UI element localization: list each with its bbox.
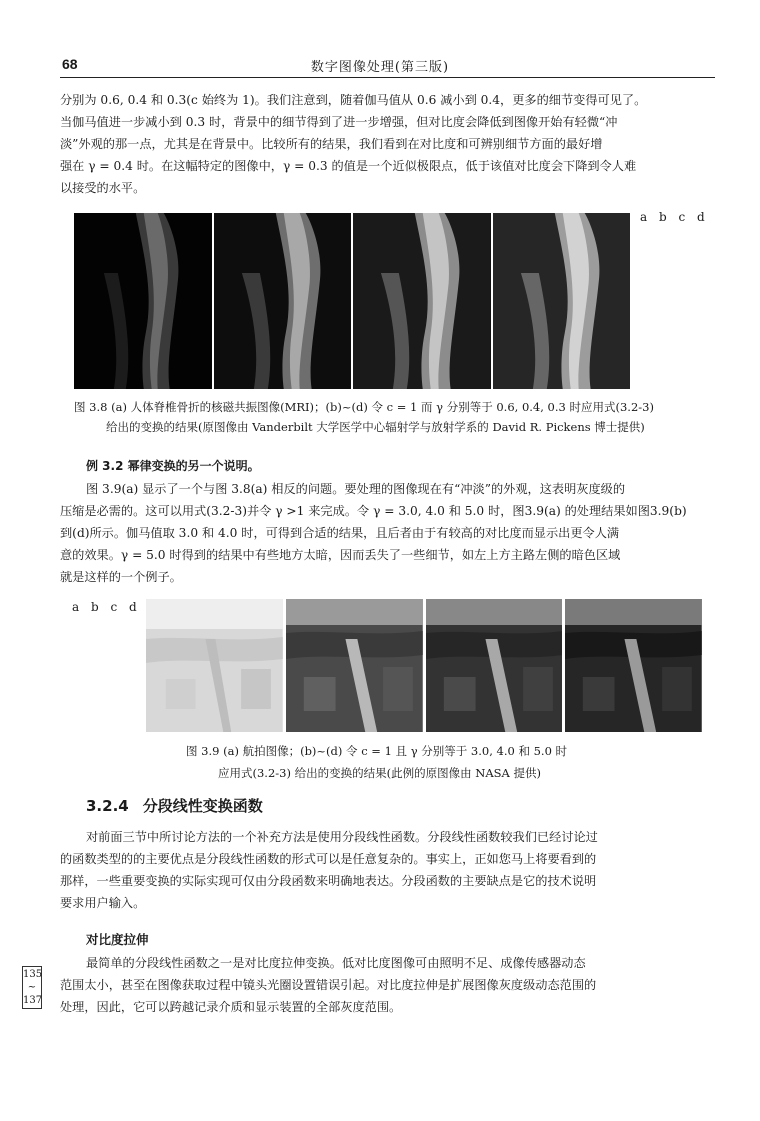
figure-3-9-panel-labels: a b c d [72,600,141,614]
section-title: 分段线性变换函数 [142,797,263,815]
mri-image-d [493,213,631,389]
running-header-title: 数字图像处理(第三版) [310,60,450,75]
caption-line: 给出的变换的结果(原图像由 Vanderbilt 大学医学中心辐射学与放射学系的 David R. Pickens 博士提供) [106,420,645,434]
page-number: 68 [62,56,78,72]
figure-3-8 [74,213,630,389]
text-line: 范围太小，甚至在图像获取过程中镜头光圈设置错误引起。对比度拉伸是扩展图像灰度级动态范围的 [60,978,597,992]
text-line: 图 3.9(a) 显示了一个与图 3.8(a) 相反的问题。要处理的图像现在有“冲淡”的外观，这表明灰度级的 [86,482,626,496]
mri-image-b [214,213,352,389]
section-number: 3.2.4 [86,797,129,815]
text-line: 压缩是必需的。这可以用式(3.2-3)并令 γ >1 来完成。令 γ = 3.0, 4.0 和 5.0 时，图3.9(a) 的处理结果如图3.9(b) [60,504,687,518]
text-line: 的函数类型的的主要优点是分段线性函数的形式可以是任意复杂的。事实上，正如您马上将要看到的 [60,852,597,866]
text-line: 分别为 0.6, 0.4 和 0.3(c 始终为 1)。我们注意到，随着伽马值从 0.6 减小到 0.4，更多的细节变得可见了。 [60,93,647,107]
original-page-reference [22,966,42,1009]
paragraph-contrast-stretching [60,952,715,1018]
paragraph-piecewise [60,826,715,914]
text-line: 就是这样的一个例子。 [60,570,182,584]
section-heading [86,795,263,816]
text-line: 对前面三节中所讨论方法的一个补充方法是使用分段线性函数。分段线性函数较我们已经讨论过 [86,830,598,844]
subsection-heading: 对比度拉伸 [86,932,149,947]
margin-page-end: 137 [23,995,43,1006]
mri-image-c [353,213,491,389]
text-line: 淡”外观的那一点，尤其是在背景中。比较所有的结果，我们看到在对比度和可辨别细节方面的最好增 [60,137,603,151]
figure-3-8-panel-labels: a b c d [640,210,709,224]
example-title: 例 3.2 幂律变换的另一个说明。 [86,459,260,473]
paragraph-gamma-mri [60,89,715,199]
margin-page-separator: ~ [27,982,37,993]
aerial-image-c [426,599,563,732]
text-line: 意的效果。γ = 5.0 时得到的结果中有些地方太暗，因而丢失了一些细节，如左上方主路左侧的暗色区域 [60,548,621,562]
text-line: 以接受的水平。 [60,181,146,195]
aerial-image-b [286,599,423,732]
text-line: 最简单的分段线性函数之一是对比度拉伸变换。低对比度图像可由照明不足、成像传感器动态 [86,956,586,970]
header-rule [60,77,715,78]
caption-line: 应用式(3.2-3) 给出的变换的结果(此例的原图像由 NASA 提供) [218,766,541,780]
text-line: 到(d)所示。伽马值取 3.0 和 4.0 时，可得到合适的结果，且后者由于有较高的对比度而显示出更令人满 [60,526,620,540]
paragraph-example-3-2 [60,478,715,588]
aerial-image-a [146,599,283,732]
text-line: 强在 γ = 0.4 时。在这幅特定的图像中，γ = 0.3 的值是一个近似极限点，低于该值对比度会下降到令人难 [60,159,637,173]
text-line: 那样，一些重要变换的实际实现可仅由分段函数来明确地表达。分段函数的主要缺点是它的技术说明 [60,874,597,888]
mri-image-a [74,213,212,389]
margin-page-start: 135 [23,969,43,980]
caption-line: 图 3.9 (a) 航拍图像；(b)~(d) 令 c = 1 且 γ 分别等于 3.0, 4.0 和 5.0 时 [186,744,568,758]
figure-3-8-caption [74,397,714,437]
text-line: 当伽马值进一步减小到 0.3 时，背景中的细节得到了进一步增强，但对比度会降低到图像开始有轻微“冲 [60,115,618,129]
aerial-image-d [565,599,702,732]
figure-3-9-caption [186,740,706,784]
text-line: 处理，因此，它可以跨越记录介质和显示装置的全部灰度范围。 [60,1000,402,1014]
text-line: 要求用户输入。 [60,896,146,910]
figure-3-9 [146,599,702,732]
caption-line: 图 3.8 (a) 人体脊椎骨折的核磁共振图像(MRI)；(b)~(d) 令 c = 1 而 γ 分别等于 0.6, 0.4, 0.3 时应用式(3.2-3) [74,400,654,414]
